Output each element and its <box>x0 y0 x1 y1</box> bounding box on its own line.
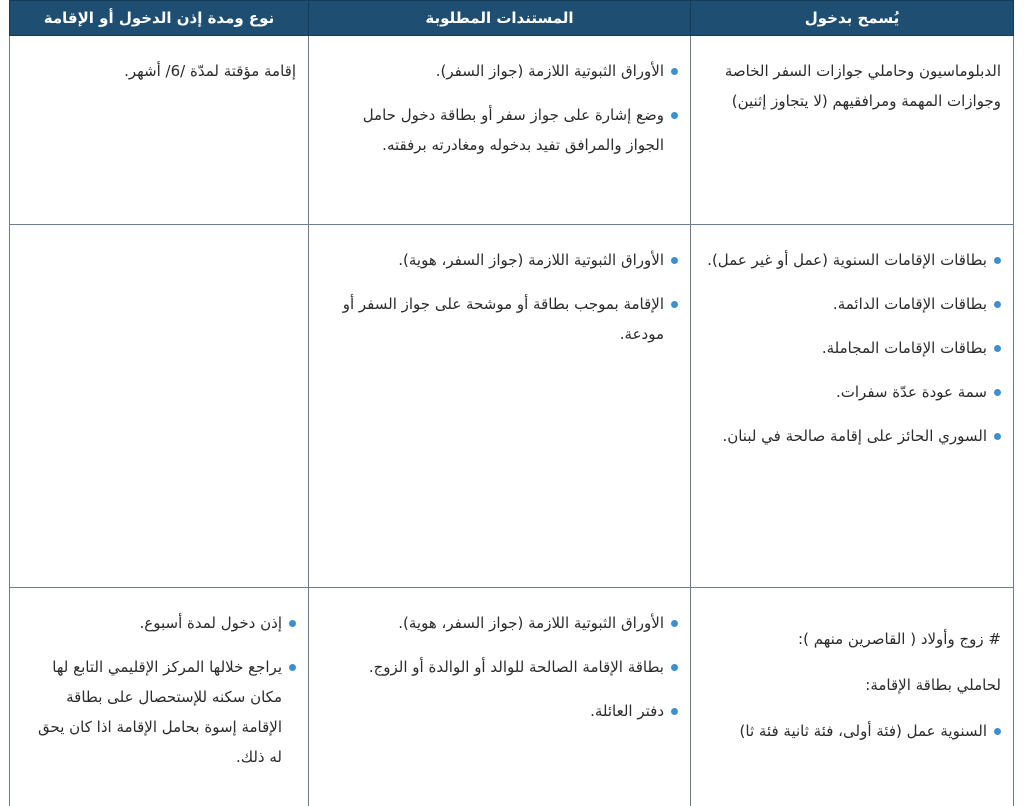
bullet-icon <box>671 112 678 119</box>
table-row <box>10 36 1014 225</box>
cell-entrants <box>691 225 1014 588</box>
table-row <box>10 588 1014 806</box>
bullet-icon <box>289 664 296 671</box>
bullet-icon <box>671 664 678 671</box>
cell-documents <box>309 36 691 225</box>
list-item: إذن دخول لمدة أسبوع. <box>22 608 296 638</box>
list-item: سمة عودة عدّة سفرات. <box>703 377 1001 407</box>
header-entrants: يُسمح بدخول <box>691 1 1014 36</box>
list-item: يراجع خلالها المركز الإقليمي التابع لها مكان سكنه للإستحصال على بطاقة الإقامة إسوة بحامل الإقامة اذا كان يحق له ذلك. <box>22 652 296 772</box>
bullet-icon <box>994 389 1001 396</box>
list-item: دفتر العائلة. <box>321 696 678 726</box>
bullet-icon <box>671 68 678 75</box>
bullet-icon <box>994 433 1001 440</box>
bullet-icon <box>994 728 1001 735</box>
cell-permit <box>10 225 309 588</box>
entrants-subheading: لحاملي بطاقة الإقامة: <box>865 676 1001 694</box>
bullet-icon <box>994 257 1001 264</box>
bullet-icon <box>671 708 678 715</box>
list-item: السنوية عمل (فئة أولى، فئة ثانية فئة ثا) <box>703 716 1001 746</box>
cell-entrants <box>691 588 1014 806</box>
bullet-icon <box>671 257 678 264</box>
cell-documents <box>309 588 691 806</box>
bullet-icon <box>671 620 678 627</box>
header-permit: نوع ومدة إذن الدخول أو الإقامة <box>10 1 309 36</box>
list-item: الأوراق الثبوتية اللازمة (جواز السفر، هوية). <box>321 245 678 275</box>
permit-text: إقامة مؤقتة لمدّة /6/ أشهر. <box>124 62 296 80</box>
cell-documents <box>309 225 691 588</box>
list-item: وضع إشارة على جواز سفر أو بطاقة دخول حامل الجواز والمرافق تفيد بدخوله ومغادرته برفقته. <box>321 100 678 160</box>
header-documents: المستندات المطلوبة <box>309 1 691 36</box>
table-header-row <box>10 1 1014 36</box>
list-item: بطاقات الإقامات الدائمة. <box>703 289 1001 319</box>
bullet-icon <box>994 301 1001 308</box>
list-item: الأوراق الثبوتية اللازمة (جواز السفر). <box>321 56 678 86</box>
bullet-icon <box>289 620 296 627</box>
cell-entrants <box>691 36 1014 225</box>
list-item: بطاقة الإقامة الصالحة للوالد أو الوالدة أو الزوج. <box>321 652 678 682</box>
list-item: بطاقات الإقامات السنوية (عمل أو غير عمل). <box>703 245 1001 275</box>
bullet-icon <box>994 345 1001 352</box>
list-item: الأوراق الثبوتية اللازمة (جواز السفر، هوية). <box>321 608 678 638</box>
cell-permit <box>10 588 309 806</box>
bullet-icon <box>671 301 678 308</box>
entrants-text: الدبلوماسيون وحاملي جوازات السفر الخاصة وجوازات المهمة ومرافقيهم (لا يتجاوز إثنين) <box>724 62 1001 110</box>
entrants-heading: # زوج وأولاد ( القاصرين منهم ): <box>798 630 1001 648</box>
list-item: الإقامة بموجب بطاقة أو موشحة على جواز السفر أو مودعة. <box>321 289 678 349</box>
table-row <box>10 225 1014 588</box>
cell-permit <box>10 36 309 225</box>
list-item: بطاقات الإقامات المجاملة. <box>703 333 1001 363</box>
list-item: السوري الحائز على إقامة صالحة في لبنان. <box>703 421 1001 451</box>
